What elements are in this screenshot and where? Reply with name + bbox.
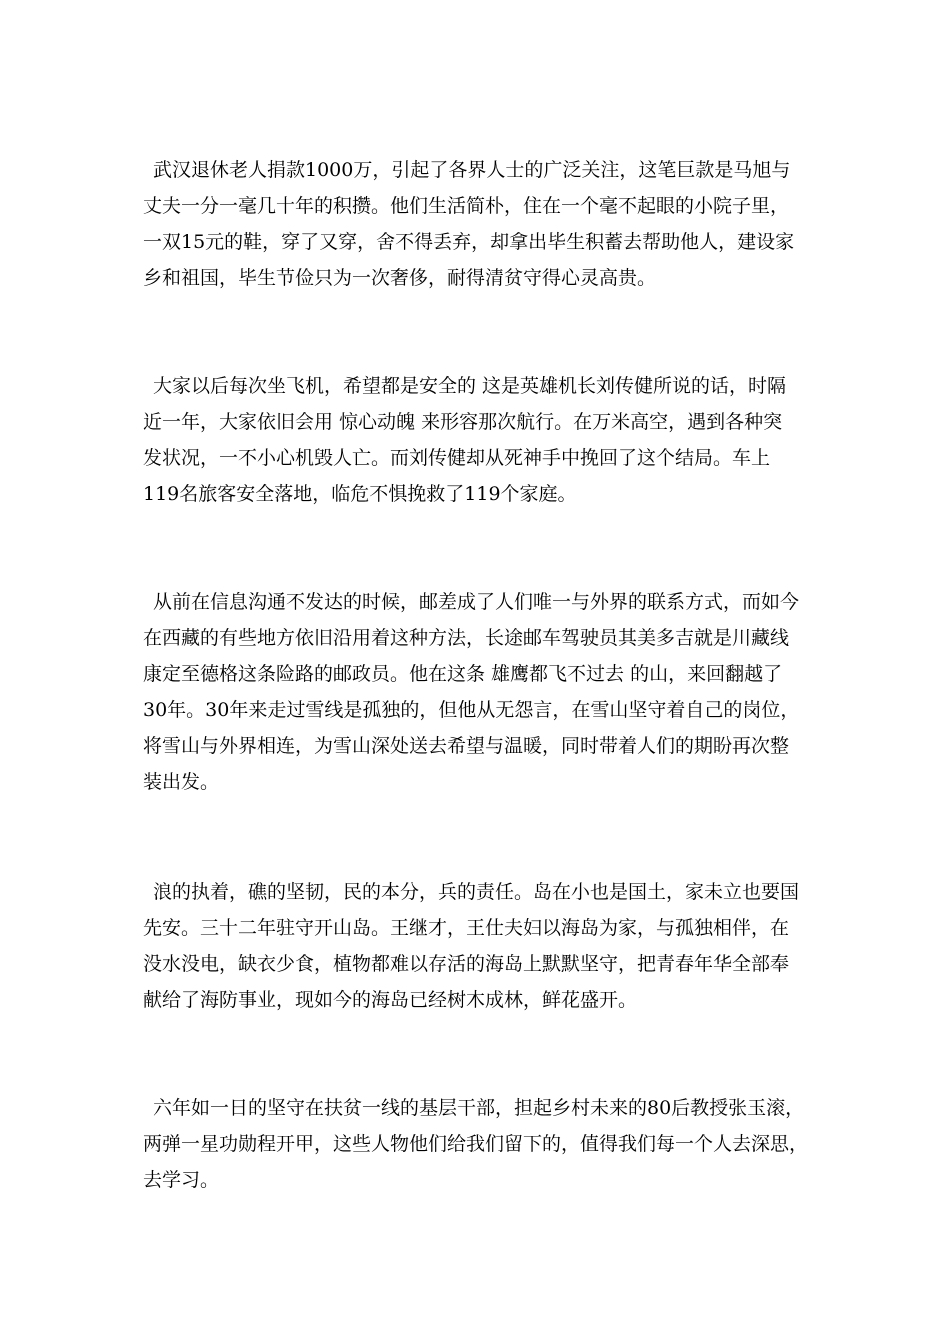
paragraph-line: 武汉退休老人捐款1000万，引起了各界人士的广泛关注，这笔巨款是马旭与 [153, 159, 791, 181]
paragraph-line: 30年。30年来走过雪线是孤独的，但他从无怨言，在雪山坚守着自己的岗位， [143, 699, 800, 721]
paragraph-postman-qimei-duoji [143, 584, 813, 800]
paragraph-line: 两弹一星功勋程开甲，这些人物他们给我们留下的，值得我们每一个人去深思， [143, 1133, 809, 1155]
paragraph-ma-xu-donation [143, 152, 813, 296]
paragraph-captain-liu-chuanjian [143, 368, 813, 512]
paragraph-line: 在西藏的有些地方依旧沿用着这种方法，长途邮车驾驶员其美多吉就是川藏线 [143, 627, 790, 649]
paragraph-line: 装出发。 [143, 771, 220, 793]
paragraph-line: 近一年，大家依旧会用 惊心动魄 来形容那次航行。在万米高空，遇到各种突 [143, 411, 783, 433]
paragraph-line: 浪的执着，礁的坚韧，民的本分，兵的责任。岛在小也是国土，家未立也要国 [153, 881, 800, 903]
paragraph-line: 大家以后每次坐飞机，希望都是安全的 这是英雄机长刘传健所说的话，时隔 [153, 375, 787, 397]
paragraph-line: 六年如一日的坚守在扶贫一线的基层干部，担起乡村未来的80后教授张玉滚， [153, 1097, 805, 1119]
paragraph-kaishan-island [143, 874, 813, 1018]
paragraph-line: 119名旅客安全落地，临危不惧挽救了119个家庭。 [143, 483, 577, 505]
paragraph-line: 从前在信息沟通不发达的时候，邮差成了人们唯一与外界的联系方式，而如今 [153, 591, 800, 613]
paragraph-line: 康定至德格这条险路的邮政员。他在这条 雄鹰都飞不过去 的山，来回翻越了 [143, 663, 783, 685]
paragraph-line: 献给了海防事业，现如今的海岛已经树木成林，鲜花盛开。 [143, 989, 638, 1011]
paragraph-line: 乡和祖国，毕生节俭只为一次奢侈，耐得清贫守得心灵高贵。 [143, 267, 657, 289]
paragraph-line: 发状况，一不小心机毁人亡。而刘传健却从死神手中挽回了这个结局。车上 [143, 447, 771, 469]
paragraph-line: 没水没电，缺衣少食，植物都难以存活的海岛上默默坚守，把青春年华全部奉 [143, 953, 790, 975]
paragraph-line: 先安。三十二年驻守开山岛。王继才，王仕夫妇以海岛为家，与孤独相伴，在 [143, 917, 790, 939]
paragraph-line: 丈夫一分一毫几十年的积攒。他们生活简朴，住在一个毫不起眼的小院子里， [143, 195, 790, 217]
paragraph-line: 一双15元的鞋，穿了又穿，舍不得丢弃，却拿出毕生积蓄去帮助他人，建设家 [143, 231, 795, 253]
paragraph-line: 去学习。 [143, 1169, 220, 1191]
paragraph-line: 将雪山与外界相连，为雪山深处送去希望与温暖，同时带着人们的期盼再次整 [143, 735, 790, 757]
paragraph-conclusion [143, 1090, 813, 1198]
